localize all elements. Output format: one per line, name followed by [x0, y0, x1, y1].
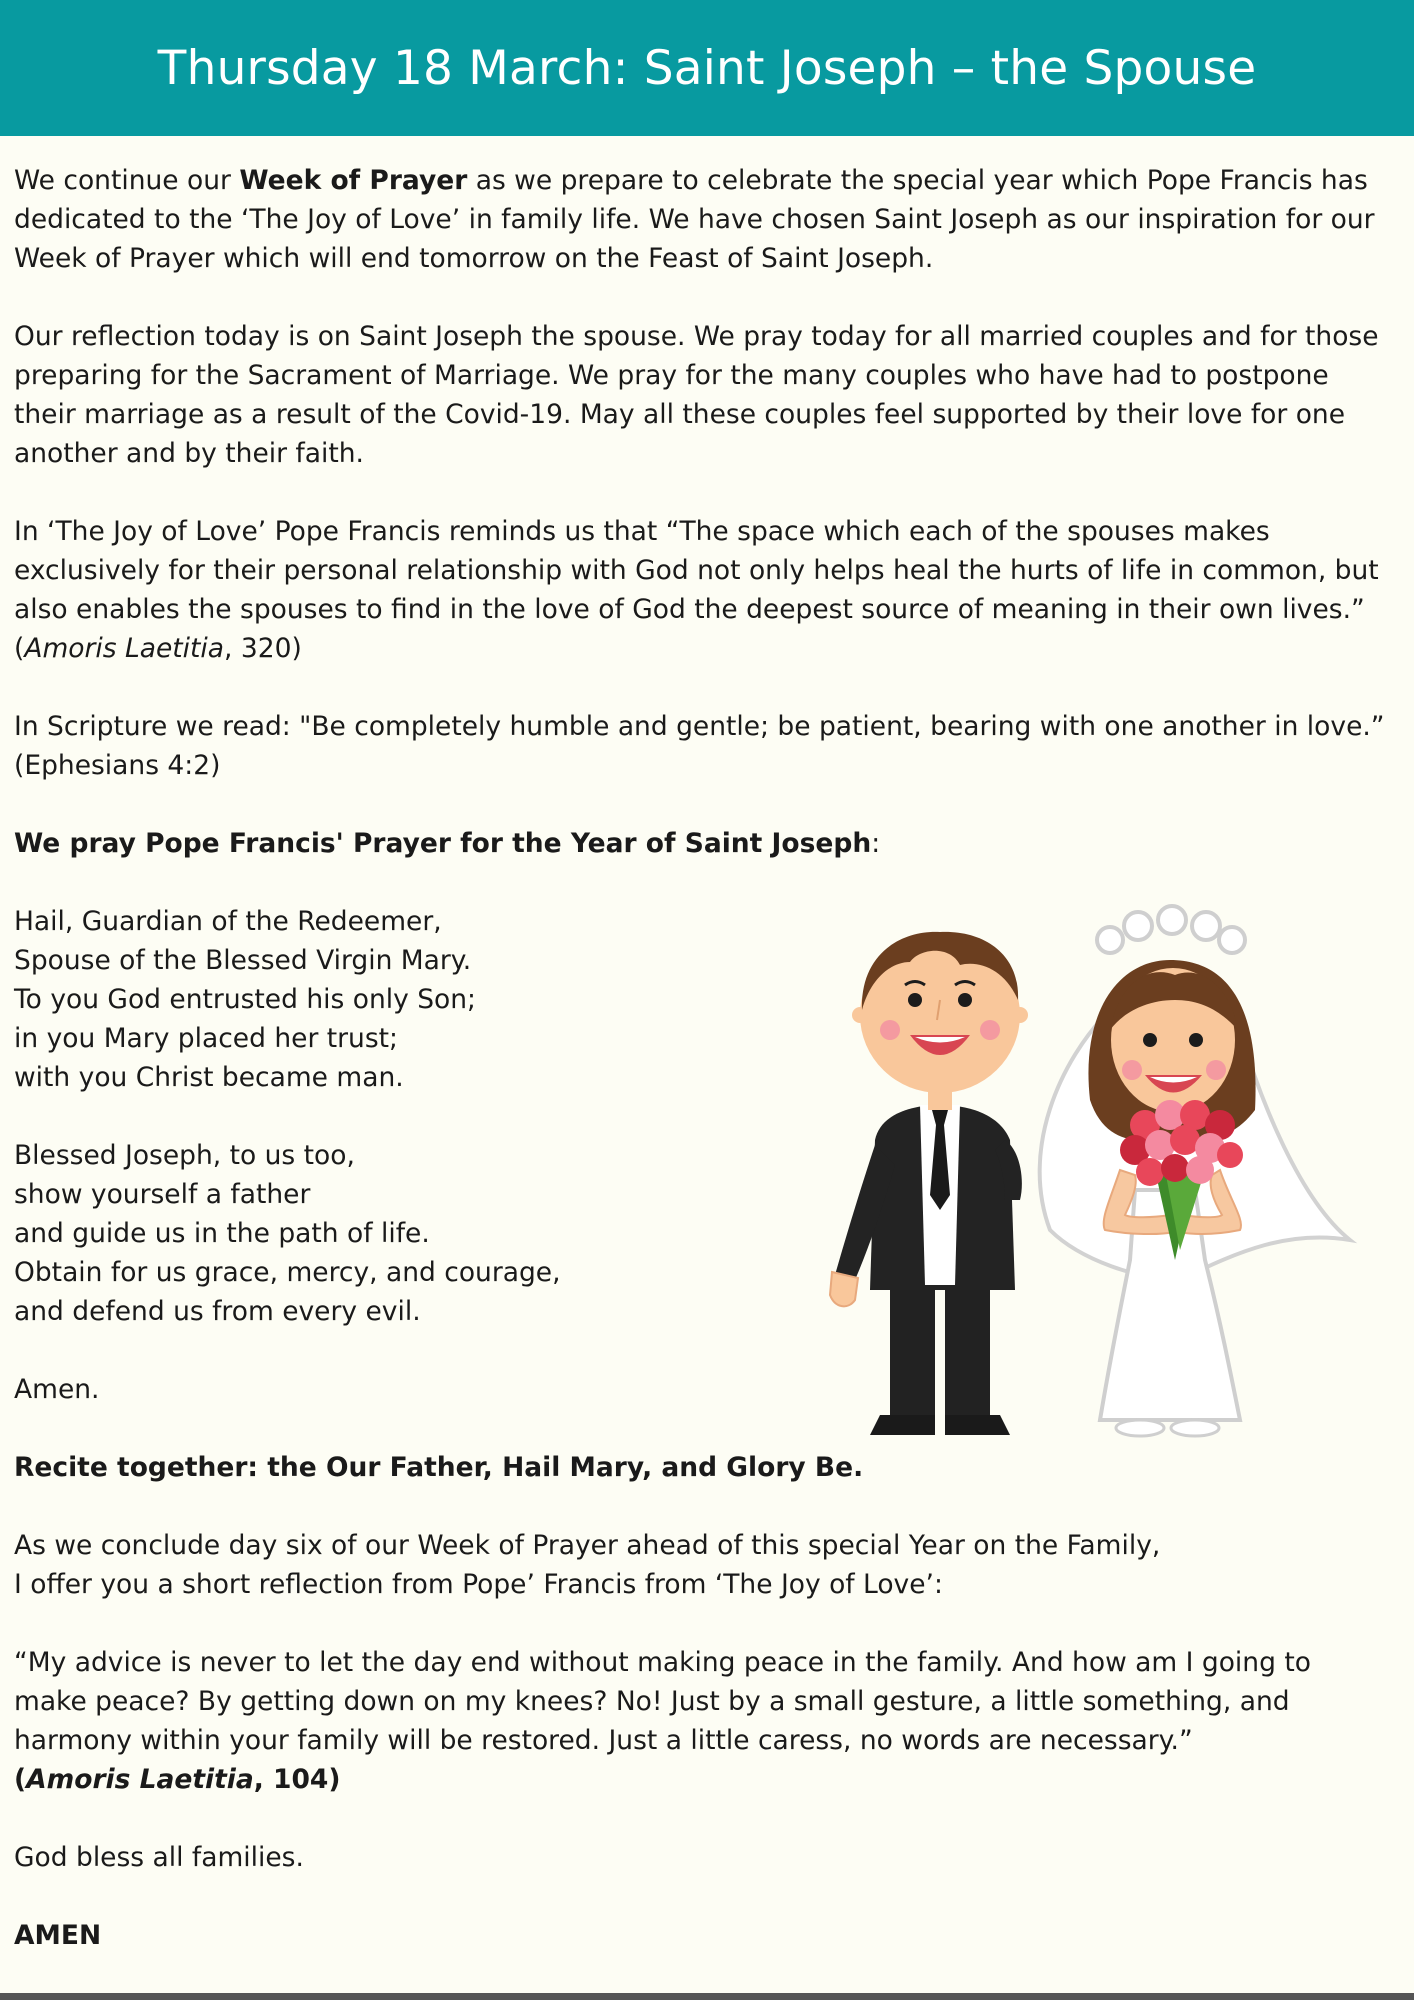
page-header — [0, 0, 1414, 136]
prayer-stanza-1 — [14, 902, 774, 1097]
joy-quote-paragraph — [14, 512, 1384, 668]
advice-reference — [14, 1764, 340, 1795]
prayer-line: show yourself a father — [14, 1179, 311, 1210]
prayer-line: Hail, Guardian of the Redeemer, — [14, 906, 442, 937]
scripture-line-2: (Ephesians 4:2) — [14, 750, 221, 781]
prayer-line: in you Mary placed her trust; — [14, 1023, 398, 1054]
intro-text-after: as we prepare to celebrate the special year which Pope Francis has dedicated to the ‘The Joy of Love’ in family life. We have chosen Saint Joseph as our inspiration for our Week of Prayer which will end tomorrow on the Feast of Saint Joseph. — [14, 165, 1375, 274]
joy-quote-ref: , 320) — [224, 633, 302, 664]
bride-tiara — [1097, 906, 1245, 953]
wedding-couple-illustration — [820, 900, 1360, 1460]
scripture-paragraph — [14, 707, 1384, 785]
advice-paragraph — [14, 1643, 1384, 1799]
scripture-line-1: In Scripture we read: "Be completely humble and gentle; be patient, bearing with one another in love.” — [14, 711, 1385, 742]
prayer-line: and guide us in the path of life. — [14, 1218, 430, 1249]
advice-ref-open: ( — [14, 1764, 27, 1795]
final-amen: AMEN — [14, 1920, 102, 1951]
intro-paragraph — [14, 161, 1384, 278]
intro-text-before: We continue our — [14, 165, 240, 196]
conclude-line-1: As we conclude day six of our Week of Prayer ahead of this special Year on the Family, — [14, 1530, 1161, 1561]
footer-bar — [0, 1993, 1414, 2000]
advice-ref-close: , 104) — [253, 1764, 341, 1795]
conclude-line-2: I offer you a short reflection from Pope’ Francis from ‘The Joy of Love’: — [14, 1569, 943, 1600]
prayer-line: Spouse of the Blessed Virgin Mary. — [14, 945, 472, 976]
blessing: God bless all families. — [14, 1842, 304, 1873]
reflection-paragraph: Our reflection today is on Saint Joseph the spouse. We pray today for all married couples and for those preparing for the Sacrament of Marriage. We pray for the many couples who have had to postpone their marriage as a result of the Covid-19. May all these couples feel supported by their love for one another and by their faith. — [14, 321, 1379, 469]
prayer-intro — [14, 824, 1384, 863]
advice-text: “My advice is never to let the day end without making peace in the family. And how am I going to make peace? By getting down on my knees? No! Just by a small gesture, a little something, and harmony within your family will be restored. Just a little caress, no words are necessary.” — [14, 1647, 1311, 1756]
joy-quote-text: In ‘The Joy of Love’ Pope Francis reminds us that “The space which each of the spouses makes exclusively for their personal relationship with God not only helps heal the hurts of life in common, but also enables the spouses to find in the love of God the deepest source of meaning in their own lives.” ( — [14, 516, 1379, 664]
page-title: Thursday 18 March: Saint Joseph – the Spouse — [157, 40, 1257, 96]
prayer-line: Blessed Joseph, to us too, — [14, 1140, 355, 1171]
advice-ref-source: Amoris Laetitia — [26, 1764, 254, 1795]
prayer-line: with you Christ became man. — [14, 1062, 404, 1093]
groom — [830, 932, 1028, 1435]
recite-instruction: Recite together: the Our Father, Hail Mary, and Glory Be. — [14, 1452, 864, 1483]
prayer-stanza-2 — [14, 1136, 774, 1331]
prayer-intro-colon: : — [871, 828, 881, 859]
prayer-amen: Amen. — [14, 1374, 100, 1405]
prayer-line: To you God entrusted his only Son; — [14, 984, 476, 1015]
intro-bold: Week of Prayer — [239, 165, 468, 196]
prayer-line: and defend us from every evil. — [14, 1296, 421, 1327]
joy-quote-source: Amoris Laetitia — [24, 633, 225, 664]
prayer-line: Obtain for us grace, mercy, and courage, — [14, 1257, 561, 1288]
conclude-paragraph — [14, 1526, 1384, 1604]
prayer-intro-bold: We pray Pope Francis' Prayer for the Year of Saint Joseph — [14, 828, 872, 859]
